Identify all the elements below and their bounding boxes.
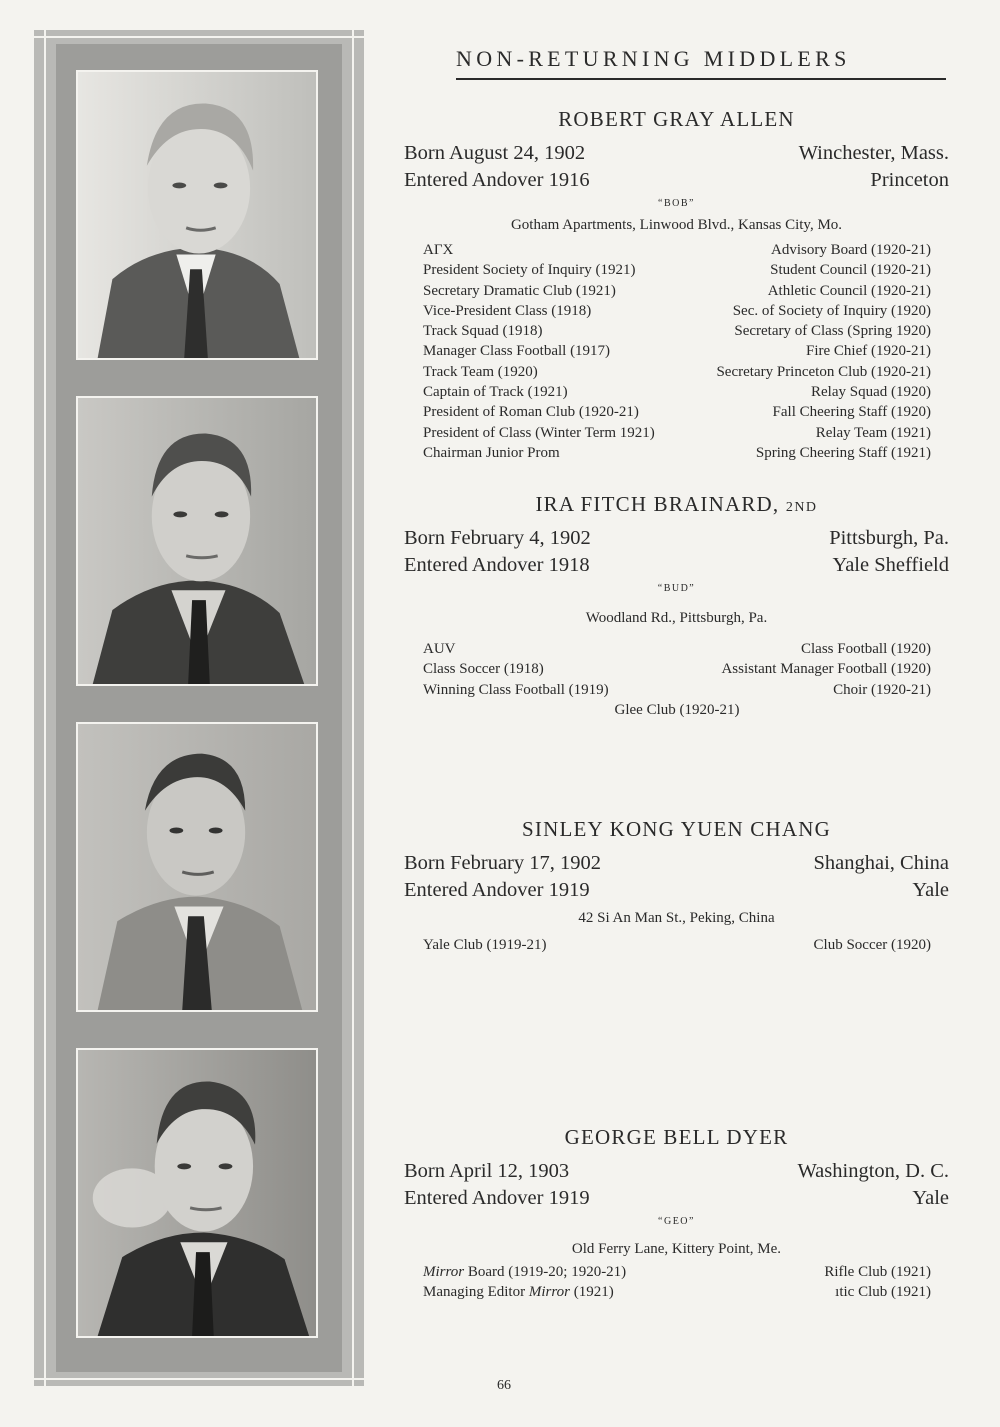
nickname: “GEO” (658, 1216, 695, 1227)
entered-year: Entered Andover 1918 (404, 554, 590, 576)
portrait-photo-dyer (76, 1048, 318, 1338)
name-suffix: 2ND (785, 500, 818, 515)
portrait-photo-allen (76, 70, 318, 360)
college: Yale Sheffield (832, 554, 949, 576)
title-rule (456, 78, 946, 80)
activities-list (423, 1262, 931, 1303)
nickname: “BOB” (658, 198, 695, 209)
entry-chang (404, 817, 949, 955)
portrait-photo-brainard (76, 396, 318, 686)
activity-row: Manager Class Football (1917) Fire Chief (1920-21) (423, 343, 931, 360)
entered-row (404, 167, 949, 194)
activity-row: President Society of Inquiry (1921) Student Council (1920-21) (423, 262, 931, 279)
activities-list (423, 935, 931, 955)
college: Yale (912, 1187, 949, 1209)
activity-row: Glee Club (1920-21) (614, 701, 740, 718)
entry-dyer (404, 1125, 949, 1303)
entry-allen (404, 107, 949, 463)
birth-date: Born April 12, 1903 (404, 1160, 570, 1182)
activity-row: Track Team (1920) Secretary Princeton Club (1920-21) (423, 363, 931, 380)
activity-row: Mirror Board (1919-20; 1920-21) Rifle Club (1921) (423, 1264, 931, 1280)
address: Old Ferry Lane, Kittery Point, Me. (571, 1241, 782, 1257)
student-name: SINLEY KONG YUEN CHANG (522, 817, 831, 841)
section-title: NON-RETURNING MIDDLERS (456, 46, 851, 71)
activity-row: Class Soccer (1918) Assistant Manager Football (1920) (423, 661, 931, 678)
activity-row: Captain of Track (1921) Relay Squad (1920) (423, 384, 931, 401)
nickname: “BUD” (657, 583, 696, 594)
hometown: Pittsburgh, Pa. (829, 527, 949, 549)
entered-row (404, 877, 949, 904)
hometown: Washington, D. C. (797, 1160, 949, 1182)
portrait-photo-chang (76, 722, 318, 1012)
activity-row: President of Roman Club (1920-21) Fall Cheering Staff (1920) (423, 404, 931, 421)
activity-row: Yale Club (1919-21) Club Soccer (1920) (423, 937, 931, 953)
entered-year: Entered Andover 1919 (404, 1187, 590, 1209)
birth-date: Born February 17, 1902 (404, 852, 602, 874)
address: Gotham Apartments, Linwood Blvd., Kansas City, Mo. (510, 217, 843, 233)
activities-list (423, 240, 931, 463)
address: 42 Si An Man St., Peking, China (578, 910, 775, 926)
activity-row: Chairman Junior Prom Spring Cheering Staff (1921) (423, 444, 931, 461)
student-name: IRA FITCH BRAINARD, 2ND (535, 492, 818, 516)
hometown: Winchester, Mass. (798, 142, 949, 164)
activity-row: ΑΓΧ Advisory Board (1920-21) (423, 242, 931, 258)
entered-year: Entered Andover 1916 (404, 169, 590, 191)
activity-row: Vice-President Class (1918) Sec. of Society of Inquiry (1920) (423, 302, 931, 319)
address: Woodland Rd., Pittsburgh, Pa. (585, 610, 768, 626)
born-row (404, 140, 949, 167)
page-number: 66 (497, 1378, 511, 1393)
activity-row: Secretary Dramatic Club (1921) Athletic Council (1920-21) (423, 282, 931, 299)
activity-row: President of Class (Winter Term 1921) Relay Team (1921) (423, 424, 931, 441)
entered-row (404, 552, 949, 579)
entry-brainard (404, 492, 949, 720)
student-name: GEORGE BELL DYER (564, 1125, 789, 1149)
hometown: Shanghai, China (813, 852, 949, 874)
activity-row: Managing Editor Mirror (1921) ıtic Club (1921) (423, 1284, 931, 1301)
birth-date: Born February 4, 1902 (404, 527, 591, 549)
activity-row: Track Squad (1918) Secretary of Class (Spring 1920) (423, 323, 931, 340)
activity-row: AUV Class Football (1920) (423, 641, 931, 657)
student-name: ROBERT GRAY ALLEN (558, 107, 795, 131)
born-row (404, 1158, 949, 1185)
activities-list (423, 639, 931, 720)
birth-date: Born August 24, 1902 (404, 142, 586, 164)
college: Yale (912, 879, 949, 901)
college: Princeton (870, 169, 949, 191)
entered-row (404, 1185, 949, 1212)
activity-row: Winning Class Football (1919) Choir (1920-21) (423, 681, 931, 698)
entered-year: Entered Andover 1919 (404, 879, 590, 901)
born-row (404, 525, 949, 552)
born-row (404, 850, 949, 877)
